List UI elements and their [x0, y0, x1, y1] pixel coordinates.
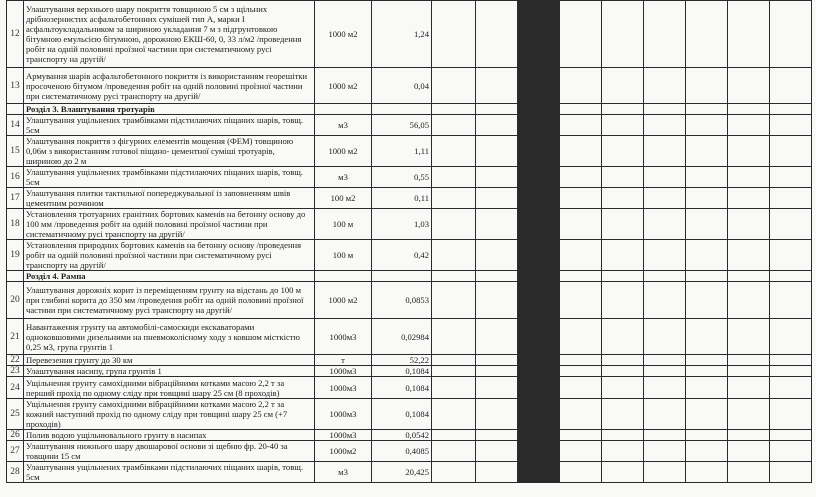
empty-cell	[432, 377, 476, 399]
table-row	[7, 240, 812, 271]
unit-cell: 1000 м2	[315, 136, 372, 167]
row-number: 16	[7, 167, 24, 188]
empty-cell	[602, 430, 644, 441]
empty-cell	[602, 240, 644, 271]
empty-cell	[476, 282, 518, 319]
section-header-row	[7, 271, 812, 282]
unit-cell: 1000м3	[315, 399, 372, 430]
empty-cell	[686, 240, 728, 271]
row-number: 28	[7, 462, 24, 483]
empty-cell	[432, 68, 476, 104]
redacted-column-cell	[518, 319, 560, 355]
empty-cell	[644, 68, 686, 104]
redacted-column-cell	[518, 209, 560, 240]
table-row	[7, 462, 812, 483]
quantity-cell	[372, 271, 432, 282]
work-description: Улаштування плитки тактильної попереджувальної із заповненням швів цементним розчином	[24, 188, 315, 209]
empty-cell	[644, 240, 686, 271]
unit-cell	[315, 104, 372, 115]
empty-cell	[602, 167, 644, 188]
empty-cell	[728, 167, 770, 188]
empty-cell	[728, 104, 770, 115]
work-description: Улаштування нижнього шару двошарової основи зі щебню фр. 20-40 за товщини 15 см	[24, 441, 315, 462]
empty-cell	[476, 319, 518, 355]
empty-cell	[644, 209, 686, 240]
row-number: 19	[7, 240, 24, 271]
row-number: 14	[7, 115, 24, 136]
table-row	[7, 188, 812, 209]
empty-cell	[770, 209, 812, 240]
empty-cell	[770, 167, 812, 188]
row-number: 17	[7, 188, 24, 209]
row-number	[7, 271, 24, 282]
empty-cell	[476, 441, 518, 462]
empty-cell	[686, 355, 728, 366]
empty-cell	[770, 188, 812, 209]
empty-cell	[602, 271, 644, 282]
row-number: 21	[7, 319, 24, 355]
quantity-cell	[372, 104, 432, 115]
empty-cell	[728, 355, 770, 366]
table-row	[7, 136, 812, 167]
empty-cell	[560, 240, 602, 271]
row-number: 23	[7, 366, 24, 377]
empty-cell	[432, 462, 476, 483]
unit-cell: 1000м3	[315, 377, 372, 399]
table-row	[7, 68, 812, 104]
redacted-column-cell	[518, 366, 560, 377]
empty-cell	[686, 271, 728, 282]
unit-cell: м3	[315, 115, 372, 136]
empty-cell	[476, 115, 518, 136]
table-row	[7, 366, 812, 377]
empty-cell	[560, 136, 602, 167]
work-description: Улаштування дорожніх корит із переміщенням грунту на відстань до 100 м при глибині корита до 350 мм /проведення робіт на одній половині проїзної частини при систематичному русі транспорту на другій/	[24, 282, 315, 319]
table-row	[7, 355, 812, 366]
empty-cell	[560, 167, 602, 188]
row-number: 18	[7, 209, 24, 240]
work-description: Улаштування ущільнених трамбівками підстилаючих піщаних шарів, товщ. 5см	[24, 115, 315, 136]
empty-cell	[432, 104, 476, 115]
empty-cell	[728, 462, 770, 483]
empty-cell	[686, 167, 728, 188]
row-number	[7, 104, 24, 115]
empty-cell	[560, 399, 602, 430]
section-title: Розділ 4. Рампа	[24, 271, 315, 282]
unit-cell: 1000м2	[315, 441, 372, 462]
redacted-column-cell	[518, 462, 560, 483]
table-row	[7, 282, 812, 319]
unit-cell: 1000м3	[315, 430, 372, 441]
quantity-cell: 1,24	[372, 1, 432, 68]
redacted-column-cell	[518, 68, 560, 104]
empty-cell	[644, 136, 686, 167]
empty-cell	[770, 366, 812, 377]
empty-cell	[602, 399, 644, 430]
empty-cell	[432, 167, 476, 188]
redacted-column-cell	[518, 104, 560, 115]
empty-cell	[770, 271, 812, 282]
empty-cell	[644, 1, 686, 68]
empty-cell	[686, 377, 728, 399]
empty-cell	[686, 430, 728, 441]
empty-cell	[602, 68, 644, 104]
empty-cell	[476, 167, 518, 188]
unit-cell: 100 м	[315, 209, 372, 240]
empty-cell	[602, 462, 644, 483]
empty-cell	[476, 271, 518, 282]
empty-cell	[602, 355, 644, 366]
empty-cell	[560, 355, 602, 366]
row-number: 26	[7, 430, 24, 441]
empty-cell	[602, 441, 644, 462]
work-description: Улаштування ущільнених трамбівками підстилаючих піщаних шарів, товщ. 5см	[24, 462, 315, 483]
empty-cell	[770, 319, 812, 355]
quantity-cell: 20,425	[372, 462, 432, 483]
empty-cell	[728, 1, 770, 68]
empty-cell	[560, 377, 602, 399]
empty-cell	[686, 399, 728, 430]
empty-cell	[644, 104, 686, 115]
redacted-column-cell	[518, 240, 560, 271]
row-number: 15	[7, 136, 24, 167]
empty-cell	[770, 282, 812, 319]
quantity-cell: 0,04	[372, 68, 432, 104]
quantity-cell: 0,1084	[372, 377, 432, 399]
empty-cell	[728, 282, 770, 319]
empty-cell	[476, 136, 518, 167]
empty-cell	[644, 366, 686, 377]
quantity-cell: 52,22	[372, 355, 432, 366]
empty-cell	[432, 1, 476, 68]
empty-cell	[770, 68, 812, 104]
empty-cell	[644, 399, 686, 430]
empty-cell	[686, 104, 728, 115]
quantity-cell: 0,0542	[372, 430, 432, 441]
quantity-cell: 0,42	[372, 240, 432, 271]
table-row	[7, 399, 812, 430]
empty-cell	[476, 366, 518, 377]
empty-cell	[686, 136, 728, 167]
empty-cell	[476, 240, 518, 271]
section-title: Розділ 3. Влаштування тротуарів	[24, 104, 315, 115]
empty-cell	[770, 441, 812, 462]
empty-cell	[560, 282, 602, 319]
empty-cell	[644, 441, 686, 462]
work-description: Установлення тротуарних гранітних бортових каменів на бетонну основу до 100 мм /проведення робіт на одній половині проїзної частини при систематичному русі транспорту на другій/	[24, 209, 315, 240]
empty-cell	[602, 188, 644, 209]
empty-cell	[560, 209, 602, 240]
empty-cell	[476, 399, 518, 430]
empty-cell	[432, 366, 476, 377]
empty-cell	[476, 1, 518, 68]
empty-cell	[476, 68, 518, 104]
empty-cell	[770, 355, 812, 366]
empty-cell	[602, 1, 644, 68]
empty-cell	[432, 136, 476, 167]
unit-cell: 100 м	[315, 240, 372, 271]
row-number: 13	[7, 68, 24, 104]
empty-cell	[602, 282, 644, 319]
empty-cell	[602, 115, 644, 136]
empty-cell	[432, 115, 476, 136]
unit-cell: м3	[315, 167, 372, 188]
quantity-cell: 0,11	[372, 188, 432, 209]
empty-cell	[728, 377, 770, 399]
empty-cell	[432, 430, 476, 441]
row-number: 20	[7, 282, 24, 319]
empty-cell	[602, 366, 644, 377]
redacted-column-cell	[518, 399, 560, 430]
table-row	[7, 209, 812, 240]
empty-cell	[644, 188, 686, 209]
empty-cell	[728, 188, 770, 209]
empty-cell	[560, 115, 602, 136]
empty-cell	[686, 462, 728, 483]
table-row	[7, 441, 812, 462]
empty-cell	[728, 430, 770, 441]
empty-cell	[432, 282, 476, 319]
empty-cell	[432, 240, 476, 271]
empty-cell	[770, 115, 812, 136]
unit-cell: 100 м2	[315, 188, 372, 209]
empty-cell	[728, 68, 770, 104]
empty-cell	[560, 271, 602, 282]
row-number: 27	[7, 441, 24, 462]
quantity-cell: 56,05	[372, 115, 432, 136]
quantity-cell: 0,55	[372, 167, 432, 188]
empty-cell	[770, 430, 812, 441]
work-description: Улаштування верхнього шару покриття товщиною 5 см з щільних дрібнозернистих асфальтобетонних сумішей тип А, марки I асфальтоукладальником за шириною укладання 7 м з підгрунтовкою бітумною емульсією бітумною, дорожною ЕКШ-60, 0, 33 л/м2 /проведення робіт на одній половині проїзної частини при систематичному русі транспорту на другій/	[24, 1, 315, 68]
empty-cell	[602, 209, 644, 240]
empty-cell	[686, 366, 728, 377]
empty-cell	[432, 319, 476, 355]
quantity-cell: 0,02984	[372, 319, 432, 355]
work-description: Ущільнення грунту самохідними вібраційними котками масою 2,2 т за кожний наступний прохід по одному сліду при товщині шару 25 см (+7 проходів)	[24, 399, 315, 430]
section-header-row	[7, 104, 812, 115]
empty-cell	[728, 240, 770, 271]
unit-cell: т	[315, 355, 372, 366]
empty-cell	[560, 188, 602, 209]
redacted-column-cell	[518, 355, 560, 366]
empty-cell	[686, 115, 728, 136]
empty-cell	[686, 1, 728, 68]
empty-cell	[644, 282, 686, 319]
redacted-column-cell	[518, 282, 560, 319]
work-description: Улаштування ущільнених трамбівками підстилаючих піщаних шарів, товщ. 5см	[24, 167, 315, 188]
empty-cell	[476, 188, 518, 209]
empty-cell	[560, 441, 602, 462]
empty-cell	[686, 282, 728, 319]
quantity-cell: 1,03	[372, 209, 432, 240]
empty-cell	[602, 319, 644, 355]
empty-cell	[728, 136, 770, 167]
empty-cell	[770, 104, 812, 115]
quantity-cell: 0,4085	[372, 441, 432, 462]
redacted-column-cell	[518, 441, 560, 462]
work-description: Перевезення грунту до 30 км	[24, 355, 315, 366]
empty-cell	[560, 430, 602, 441]
unit-cell: 1000 м2	[315, 1, 372, 68]
unit-cell: м3	[315, 462, 372, 483]
empty-cell	[770, 240, 812, 271]
empty-cell	[686, 209, 728, 240]
empty-cell	[728, 366, 770, 377]
empty-cell	[686, 441, 728, 462]
empty-cell	[560, 1, 602, 68]
empty-cell	[432, 188, 476, 209]
empty-cell	[476, 104, 518, 115]
unit-cell: 1000м3	[315, 319, 372, 355]
empty-cell	[686, 188, 728, 209]
empty-cell	[686, 319, 728, 355]
empty-cell	[770, 462, 812, 483]
empty-cell	[432, 441, 476, 462]
empty-cell	[770, 377, 812, 399]
empty-cell	[560, 366, 602, 377]
work-description: Улаштування насипу, група грунтів 1	[24, 366, 315, 377]
empty-cell	[560, 319, 602, 355]
redacted-column-cell	[518, 167, 560, 188]
empty-cell	[560, 68, 602, 104]
empty-cell	[644, 355, 686, 366]
row-number: 22	[7, 355, 24, 366]
empty-cell	[644, 319, 686, 355]
table-body	[7, 1, 812, 483]
unit-cell	[315, 271, 372, 282]
bill-of-quantities-table	[6, 0, 812, 483]
empty-cell	[602, 377, 644, 399]
unit-cell: 1000 м2	[315, 68, 372, 104]
empty-cell	[476, 209, 518, 240]
work-description: Навантаження грунту на автомобілі-самоскиди екскаваторами одноковшовими дизельними на пневмоколісному ходу з ковшом місткістю 0,25 м3, група грунтів 1	[24, 319, 315, 355]
row-number: 25	[7, 399, 24, 430]
work-description: Полив водою ущільнювального грунту в насипах	[24, 430, 315, 441]
row-number: 12	[7, 1, 24, 68]
redacted-column-cell	[518, 136, 560, 167]
work-description: Улаштування покриття з фігурних елементів мощення (ФЕМ) товщиною 0,06м з використанням готової піщано- цементної суміші тротуарів, шириною до 2 м	[24, 136, 315, 167]
empty-cell	[560, 104, 602, 115]
empty-cell	[728, 115, 770, 136]
empty-cell	[602, 104, 644, 115]
empty-cell	[644, 377, 686, 399]
empty-cell	[728, 319, 770, 355]
empty-cell	[432, 355, 476, 366]
work-description: Армування шарів асфальтобетонного покриття із використанням георешітки просоченою бітумом /проведення робіт на одній половині проїзної частини при систематичному русі транспорту на другій/	[24, 68, 315, 104]
table-row	[7, 319, 812, 355]
redacted-column-cell	[518, 377, 560, 399]
redacted-column-cell	[518, 115, 560, 136]
empty-cell	[644, 430, 686, 441]
quantity-cell: 1,11	[372, 136, 432, 167]
quantity-cell: 0,1084	[372, 399, 432, 430]
empty-cell	[432, 271, 476, 282]
redacted-column-cell	[518, 188, 560, 209]
empty-cell	[686, 68, 728, 104]
empty-cell	[644, 462, 686, 483]
empty-cell	[770, 399, 812, 430]
empty-cell	[432, 399, 476, 430]
unit-cell: 1000 м2	[315, 282, 372, 319]
empty-cell	[602, 136, 644, 167]
empty-cell	[728, 441, 770, 462]
empty-cell	[560, 462, 602, 483]
redacted-column-cell	[518, 271, 560, 282]
quantity-cell: 0,1084	[372, 366, 432, 377]
empty-cell	[476, 355, 518, 366]
table-row	[7, 430, 812, 441]
empty-cell	[728, 209, 770, 240]
empty-cell	[644, 167, 686, 188]
quantity-cell: 0,0853	[372, 282, 432, 319]
empty-cell	[432, 209, 476, 240]
empty-cell	[728, 399, 770, 430]
empty-cell	[476, 377, 518, 399]
row-number: 24	[7, 377, 24, 399]
empty-cell	[728, 271, 770, 282]
redacted-column-cell	[518, 1, 560, 68]
empty-cell	[770, 1, 812, 68]
table-row	[7, 167, 812, 188]
empty-cell	[476, 462, 518, 483]
empty-cell	[476, 430, 518, 441]
table-row	[7, 377, 812, 399]
unit-cell: 1000м3	[315, 366, 372, 377]
redacted-column-cell	[518, 430, 560, 441]
work-description: Установлення природних бортових каменів на бетонну основу /проведення робіт на одній половині проїзної частини при систематичному русі транспорту на другій/	[24, 240, 315, 271]
empty-cell	[644, 115, 686, 136]
work-description: Ущільнення грунту самохідними вібраційними котками масою 2,2 т за перший прохід по одному сліду при товщині шару 25 см (8 проходів)	[24, 377, 315, 399]
empty-cell	[644, 271, 686, 282]
table-row	[7, 1, 812, 68]
table-row	[7, 115, 812, 136]
empty-cell	[770, 136, 812, 167]
